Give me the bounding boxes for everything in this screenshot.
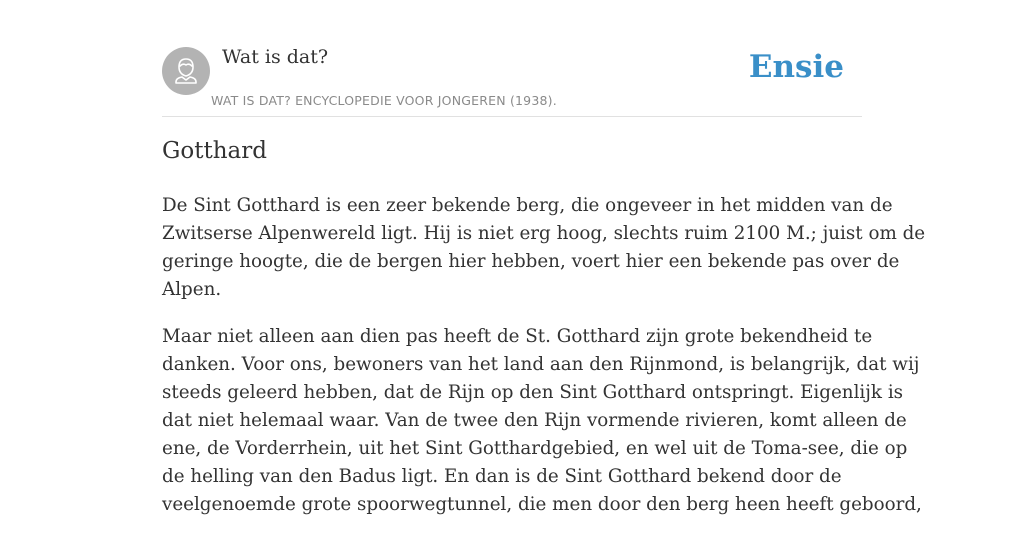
text-line: de helling van den Badus ligt. En dan is de Sint Gotthard bekend door de [162,466,842,487]
article-title: Gotthard [162,138,267,164]
text-line: Alpen. [162,279,222,300]
source-header [162,0,862,117]
text-line: veelgenoemde grote spoorwegtunnel, die men door den berg heen heeft geboord, [162,494,922,515]
avatar[interactable] [162,47,210,95]
text-line: ene, de Vorderrhein, uit het Sint Gotthardgebied, en wel uit de Toma-see, die op [162,438,908,459]
text-line: steeds geleerd hebben, dat de Rijn op den Sint Gotthard ontspringt. Eigenlijk is [162,382,904,403]
page-container [162,0,926,515]
ensie-logo[interactable]: Ensie [748,49,844,85]
user-silhouette-icon [162,47,210,95]
article-body [162,192,926,538]
text-line: De Sint Gotthard is een zeer bekende berg, die ongeveer in het midden van de [162,195,893,216]
source-subtitle: WAT IS DAT? ENCYCLOPEDIE VOOR JONGEREN (1938). [211,93,557,108]
text-line: Maar niet alleen aan dien pas heeft de St. Gotthard zijn grote bekendheid te [162,326,873,347]
text-line: danken. Voor ons, bewoners van het land aan den Rijnmond, is belangrijk, dat wij [162,354,920,375]
text-line: geringe hoogte, die de bergen hier hebben, voert hier een bekende pas over de [162,251,900,272]
source-title-link[interactable]: Wat is dat? [222,46,329,68]
article-paragraph-2 [162,323,922,519]
text-line: dat niet helemaal waar. Van de twee den Rijn vormende rivieren, komt alleen de [162,410,907,431]
text-line: Zwitserse Alpenwereld ligt. Hij is niet erg hoog, slechts ruim 2100 M.; juist om de [162,223,926,244]
article-paragraph-1 [162,192,926,304]
